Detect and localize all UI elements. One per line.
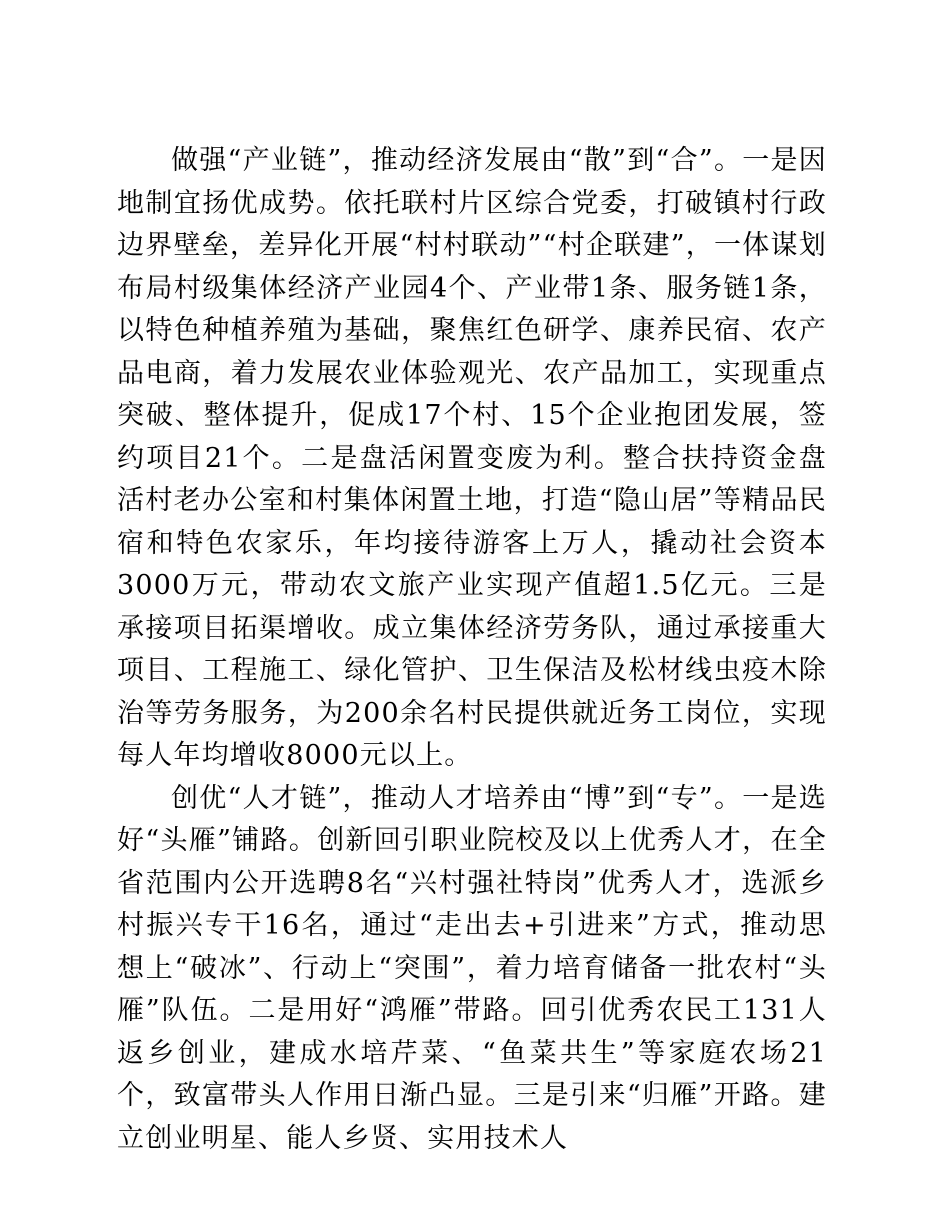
paragraph-industry-chain: 做强“产业链”，推动经济发展由“散”到“合”。一是因地制宜扬优成势。依托联村片区综合党委，打破镇村行政边界壁垒，差异化开展“村村联动”“村企联建”，一体谋划布局村级集体经济产业园4个、产业带1条、服务链1条，以特色种植养殖为基础，聚焦红色研学、康养民宿、农产品电商，着力发展农业体验观光、农产品加工，实现重点突破、整体提升，促成17个村、15个企业抱团发展，签约项目21个。二是盘活闲置变废为利。整合扶持资金盘活村老办公室和村集体闲置土地，打造“隐山居”等精品民宿和特色农家乐，年均接待游客上万人，撬动社会资本3000万元，带动农文旅产业实现产值超1.5亿元。三是承接项目拓渠增收。成立集体经济劳务队，通过承接重大项目、工程施工、绿化管护、卫生保洁及松材线虫疫木除治等劳务服务，为200余名村民提供就近务工岗位，实现每人年均增收8000元以上。 bbox=[117, 145, 827, 771]
document-page bbox=[117, 140, 827, 1160]
paragraph-talent-chain: 创优“人才链”，推动人才培养由“博”到“专”。一是选好“头雁”铺路。创新回引职业院校及以上优秀人才，在全省范围内公开选聘8名“兴村强社特岗”优秀人才，选派乡村振兴专干16名，通过“走出去+引进来”方式，推动思想上“破冰”、行动上“突围”，着力培育储备一批农村“头雁”队伍。二是用好“鸿雁”带路。回引优秀农民工131人返乡创业，建成水培芹菜、“鱼菜共生”等家庭农场21个，致富带头人作用日渐凸显。三是引来“归雁”开路。建立创业明星、能人乡贤、实用技术人 bbox=[117, 782, 827, 1154]
